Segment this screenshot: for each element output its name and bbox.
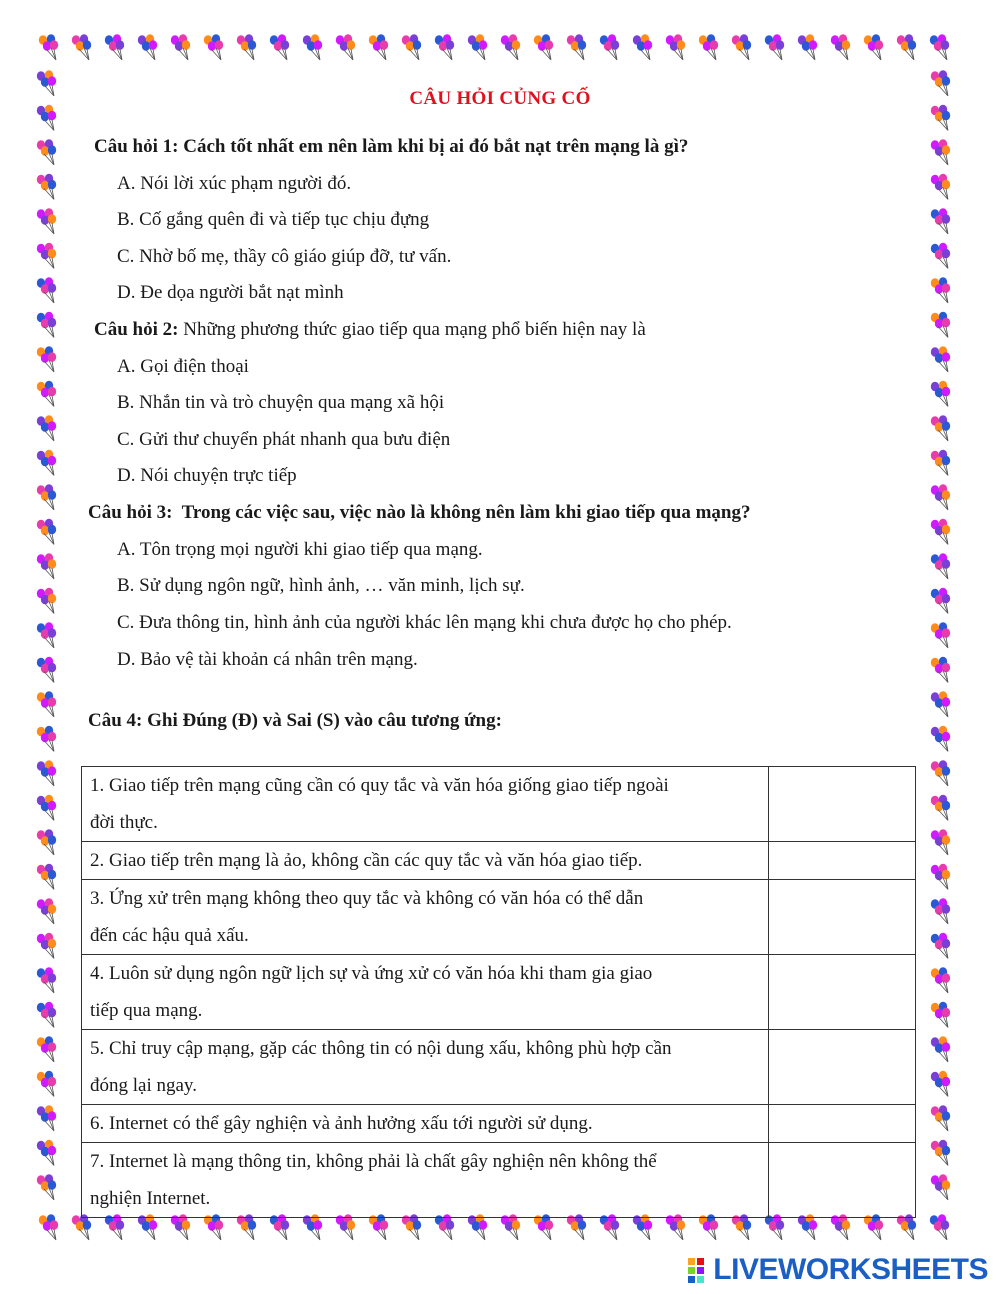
answer-cell[interactable]	[769, 842, 916, 880]
balloon-cluster-icon	[931, 381, 950, 407]
question-1-option-d: D. Đe dọa người bắt nạt mình	[117, 282, 344, 303]
balloon-cluster-icon	[831, 34, 850, 60]
balloon-cluster-icon	[37, 967, 56, 993]
balloon-cluster-icon	[237, 1214, 256, 1240]
balloon-cluster-icon	[931, 415, 950, 441]
balloon-cluster-icon	[931, 1071, 950, 1097]
balloon-cluster-icon	[37, 1036, 56, 1062]
liveworksheets-logo-icon	[687, 1256, 713, 1284]
balloon-cluster-icon	[37, 1174, 56, 1200]
balloon-cluster-icon	[798, 34, 817, 60]
balloon-cluster-icon	[37, 691, 56, 717]
balloon-cluster-icon	[567, 34, 586, 60]
question-4-heading: Câu 4: Ghi Đúng (Đ) và Sai (S) vào câu tương ứng:	[88, 710, 502, 731]
balloon-cluster-icon	[402, 1214, 421, 1240]
balloon-cluster-icon	[402, 34, 421, 60]
balloon-cluster-icon	[931, 1140, 950, 1166]
balloon-cluster-icon	[468, 34, 487, 60]
balloon-cluster-icon	[37, 829, 56, 855]
balloon-cluster-icon	[336, 34, 355, 60]
question-2-label: Câu hỏi 2:	[94, 319, 179, 340]
balloon-cluster-icon	[303, 34, 322, 60]
logo-text: LIVEWORKSHEETS	[713, 1253, 988, 1286]
balloon-cluster-icon	[105, 34, 124, 60]
balloon-cluster-icon	[864, 34, 883, 60]
balloon-cluster-icon	[534, 1214, 553, 1240]
balloon-cluster-icon	[798, 1214, 817, 1240]
question-3-text: Trong các việc sau, việc nào là không nên làm khi giao tiếp qua mạng?	[172, 502, 751, 523]
balloon-cluster-icon	[435, 1214, 454, 1240]
balloon-cluster-icon	[270, 34, 289, 60]
liveworksheets-logo[interactable]	[687, 1253, 988, 1287]
balloon-cluster-icon	[39, 34, 58, 60]
balloon-cluster-icon	[930, 1214, 949, 1240]
table-row	[82, 880, 916, 955]
balloon-cluster-icon	[72, 1214, 91, 1240]
balloon-cluster-icon	[138, 1214, 157, 1240]
balloon-cluster-icon	[931, 588, 950, 614]
table-row	[82, 1105, 916, 1143]
balloon-cluster-icon	[931, 208, 950, 234]
balloon-cluster-icon	[600, 34, 619, 60]
balloon-cluster-icon	[930, 34, 949, 60]
statement-cell: 5. Chỉ truy cập mạng, gặp các thông tin có nội dung xấu, không phù hợp cần đóng lại ngay.	[82, 1030, 769, 1105]
balloon-cluster-icon	[567, 1214, 586, 1240]
statement-cell: 1. Giao tiếp trên mạng cũng cần có quy tắc và văn hóa giống giao tiếp ngoài đời thực.	[82, 767, 769, 842]
balloon-cluster-icon	[37, 622, 56, 648]
table-row	[82, 955, 916, 1030]
balloon-cluster-icon	[204, 34, 223, 60]
balloon-cluster-icon	[37, 277, 56, 303]
question-2	[94, 319, 646, 341]
balloon-cluster-icon	[37, 1071, 56, 1097]
balloon-cluster-icon	[37, 1002, 56, 1028]
balloon-cluster-icon	[931, 691, 950, 717]
balloon-cluster-icon	[468, 1214, 487, 1240]
balloon-cluster-icon	[931, 243, 950, 269]
balloon-cluster-icon	[931, 622, 950, 648]
balloon-cluster-icon	[37, 174, 56, 200]
balloon-cluster-icon	[37, 726, 56, 752]
balloon-cluster-icon	[37, 1105, 56, 1131]
balloon-cluster-icon	[204, 1214, 223, 1240]
balloon-cluster-icon	[37, 553, 56, 579]
balloon-cluster-icon	[931, 553, 950, 579]
balloon-cluster-icon	[931, 450, 950, 476]
question-3-option-a: A. Tôn trọng mọi người khi giao tiếp qua mạng.	[117, 539, 483, 560]
answer-cell[interactable]	[769, 767, 916, 842]
balloon-cluster-icon	[600, 1214, 619, 1240]
balloon-cluster-icon	[931, 174, 950, 200]
balloon-cluster-icon	[931, 139, 950, 165]
balloon-cluster-icon	[37, 864, 56, 890]
question-2-option-b: B. Nhắn tin và trò chuyện qua mạng xã hội	[117, 392, 445, 413]
balloon-cluster-icon	[931, 346, 950, 372]
balloon-cluster-icon	[37, 208, 56, 234]
balloon-cluster-icon	[171, 34, 190, 60]
balloon-cluster-icon	[105, 1214, 124, 1240]
balloon-cluster-icon	[931, 1105, 950, 1131]
balloon-cluster-icon	[765, 1214, 784, 1240]
balloon-cluster-icon	[37, 933, 56, 959]
balloon-cluster-icon	[931, 967, 950, 993]
balloon-cluster-icon	[666, 34, 685, 60]
question-2-option-a: A. Gọi điện thoại	[117, 356, 249, 377]
question-1-text: Cách tốt nhất em nên làm khi bị ai đó bắt nạt trên mạng là gì?	[178, 136, 689, 157]
balloon-cluster-icon	[931, 898, 950, 924]
balloon-cluster-icon	[864, 1214, 883, 1240]
balloon-cluster-icon	[931, 795, 950, 821]
answer-cell[interactable]	[769, 1105, 916, 1143]
balloon-cluster-icon	[831, 1214, 850, 1240]
balloon-cluster-icon	[37, 484, 56, 510]
balloon-cluster-icon	[931, 864, 950, 890]
question-1-label: Câu hỏi 1:	[94, 136, 179, 157]
balloon-cluster-icon	[37, 450, 56, 476]
statement-cell: 6. Internet có thể gây nghiện và ảnh hưởng xấu tới người sử dụng.	[82, 1105, 769, 1143]
balloon-cluster-icon	[931, 657, 950, 683]
balloon-cluster-icon	[931, 726, 950, 752]
balloon-cluster-icon	[501, 34, 520, 60]
balloon-cluster-icon	[699, 34, 718, 60]
question-3-label: Câu hỏi 3:	[88, 502, 173, 523]
balloon-cluster-icon	[37, 139, 56, 165]
balloon-cluster-icon	[931, 933, 950, 959]
statement-cell: 2. Giao tiếp trên mạng là ảo, không cần các quy tắc và văn hóa giao tiếp.	[82, 842, 769, 880]
balloon-cluster-icon	[931, 829, 950, 855]
balloon-cluster-icon	[765, 34, 784, 60]
balloon-cluster-icon	[37, 415, 56, 441]
question-2-text: Những phương thức giao tiếp qua mạng phổ biến hiện nay là	[178, 319, 646, 340]
balloon-cluster-icon	[931, 519, 950, 545]
true-false-table	[81, 766, 916, 1218]
balloon-cluster-icon	[931, 277, 950, 303]
statement-cell: 7. Internet là mạng thông tin, không phải là chất gây nghiện nên không thể nghiện Internet.	[82, 1143, 769, 1218]
balloon-cluster-icon	[732, 34, 751, 60]
table-row	[82, 1143, 916, 1218]
balloon-cluster-icon	[369, 34, 388, 60]
question-1-option-c: C. Nhờ bố mẹ, thầy cô giáo giúp đỡ, tư vấn.	[117, 246, 452, 267]
statement-cell: 3. Ứng xử trên mạng không theo quy tắc và không có văn hóa có thể dẫn đến các hậu quả xấu.	[82, 880, 769, 955]
balloon-cluster-icon	[336, 1214, 355, 1240]
balloon-cluster-icon	[633, 1214, 652, 1240]
balloon-cluster-icon	[897, 1214, 916, 1240]
answer-cell[interactable]	[769, 880, 916, 955]
balloon-cluster-icon	[37, 795, 56, 821]
answer-cell[interactable]	[769, 1030, 916, 1105]
balloon-cluster-icon	[171, 1214, 190, 1240]
balloon-cluster-icon	[37, 381, 56, 407]
balloon-cluster-icon	[931, 1002, 950, 1028]
question-1-option-a: A. Nói lời xúc phạm người đó.	[117, 173, 352, 194]
balloon-cluster-icon	[931, 760, 950, 786]
balloon-cluster-icon	[931, 1174, 950, 1200]
balloon-cluster-icon	[666, 1214, 685, 1240]
page-title: CÂU HỎI CỦNG CỐ	[409, 88, 591, 109]
balloon-cluster-icon	[270, 1214, 289, 1240]
balloon-cluster-icon	[501, 1214, 520, 1240]
question-3-option-c: C. Đưa thông tin, hình ảnh của người khác lên mạng khi chưa được họ cho phép.	[117, 612, 732, 633]
question-3-option-b: B. Sử dụng ngôn ngữ, hình ảnh, … văn minh, lịch sự.	[117, 575, 525, 596]
balloon-cluster-icon	[931, 1036, 950, 1062]
question-1	[94, 136, 688, 158]
balloon-cluster-icon	[931, 484, 950, 510]
question-3-option-d: D. Bảo vệ tài khoản cá nhân trên mạng.	[117, 649, 418, 670]
balloon-cluster-icon	[237, 34, 256, 60]
table-row	[82, 767, 916, 842]
balloon-cluster-icon	[37, 760, 56, 786]
answer-cell[interactable]	[769, 955, 916, 1030]
balloon-cluster-icon	[37, 312, 56, 338]
balloon-cluster-icon	[931, 312, 950, 338]
balloon-cluster-icon	[699, 1214, 718, 1240]
balloon-cluster-icon	[897, 34, 916, 60]
balloon-cluster-icon	[37, 1140, 56, 1166]
question-3	[88, 502, 750, 524]
answer-cell[interactable]	[769, 1143, 916, 1218]
balloon-cluster-icon	[37, 588, 56, 614]
balloon-cluster-icon	[633, 34, 652, 60]
balloon-cluster-icon	[72, 34, 91, 60]
balloon-cluster-icon	[732, 1214, 751, 1240]
balloon-cluster-icon	[303, 1214, 322, 1240]
table-row	[82, 842, 916, 880]
balloon-cluster-icon	[37, 519, 56, 545]
balloon-cluster-icon	[369, 1214, 388, 1240]
statement-cell: 4. Luôn sử dụng ngôn ngữ lịch sự và ứng xử có văn hóa khi tham gia giao tiếp qua mạng.	[82, 955, 769, 1030]
balloon-cluster-icon	[39, 1214, 58, 1240]
balloon-cluster-icon	[37, 898, 56, 924]
question-2-option-d: D. Nói chuyện trực tiếp	[117, 465, 297, 486]
balloon-cluster-icon	[37, 657, 56, 683]
question-1-option-b: B. Cố gắng quên đi và tiếp tục chịu đựng	[117, 209, 430, 230]
balloon-cluster-icon	[138, 34, 157, 60]
balloon-cluster-icon	[534, 34, 553, 60]
balloon-cluster-icon	[435, 34, 454, 60]
balloon-cluster-icon	[37, 243, 56, 269]
table-row	[82, 1030, 916, 1105]
question-2-option-c: C. Gửi thư chuyển phát nhanh qua bưu điện	[117, 429, 451, 450]
balloon-cluster-icon	[37, 346, 56, 372]
